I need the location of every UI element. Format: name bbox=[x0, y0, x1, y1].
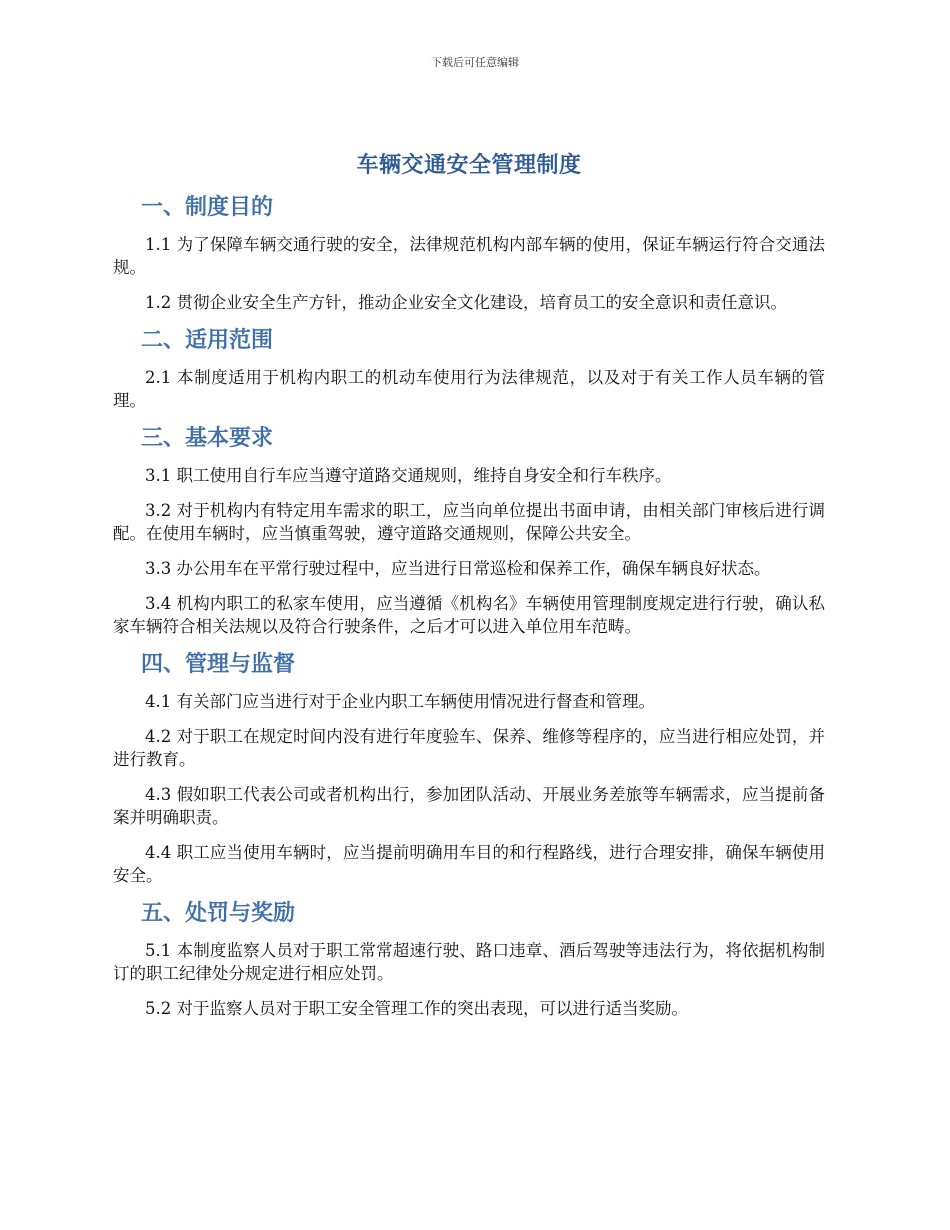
section-heading: 五、处罚与奖励 bbox=[141, 901, 296, 926]
paragraph: 3.1 职工使用自行车应当遵守道路交通规则，维持自身安全和行车秩序。 bbox=[145, 466, 672, 485]
section-heading: 二、适用范围 bbox=[141, 328, 274, 353]
document-title: 车辆交通安全管理制度 bbox=[356, 153, 582, 178]
section-basic-requirements bbox=[113, 424, 825, 638]
paragraph: 4.1 有关部门应当进行对于企业内职工车辆使用情况进行督查和管理。 bbox=[145, 692, 655, 711]
paragraph: 4.2 对于职工在规定时间内没有进行年度验车、保养、维修等程序的，应当进行相应处罚，并进行教育。 bbox=[113, 727, 825, 769]
section-penalty-reward bbox=[113, 899, 825, 1020]
paragraph: 3.3 办公用车在平常行驶过程中，应当进行日常巡检和保养工作，确保车辆良好状态。 bbox=[145, 559, 771, 578]
section-heading: 三、基本要求 bbox=[141, 426, 274, 451]
section-management bbox=[113, 650, 825, 887]
document-body bbox=[113, 148, 825, 1032]
paragraph: 4.4 职工应当使用车辆时，应当提前明确用车目的和行程路线，进行合理安排，确保车辆使用安全。 bbox=[113, 843, 825, 885]
paragraph: 3.2 对于机构内有特定用车需求的职工，应当向单位提出书面申请，由相关部门审核后进行调配。在使用车辆时，应当慎重驾驶，遵守道路交通规则，保障公共安全。 bbox=[113, 501, 825, 543]
paragraph: 5.2 对于监察人员对于职工安全管理工作的突出表现，可以进行适当奖励。 bbox=[145, 999, 688, 1018]
paragraph: 1.1 为了保障车辆交通行驶的安全，法律规范机构内部车辆的使用，保证车辆运行符合交通法规。 bbox=[113, 235, 825, 277]
paragraph: 3.4 机构内职工的私家车使用，应当遵循《机构名》车辆使用管理制度规定进行行驶，确认私家车辆符合相关法规以及符合行驶条件，之后才可以进入单位用车范畴。 bbox=[113, 594, 825, 636]
section-scope bbox=[113, 326, 825, 412]
section-heading: 一、制度目的 bbox=[141, 195, 274, 220]
paragraph: 4.3 假如职工代表公司或者机构出行，参加团队活动、开展业务差旅等车辆需求，应当提前备案并明确职责。 bbox=[113, 785, 825, 827]
section-heading: 四、管理与监督 bbox=[141, 652, 296, 677]
page-header-note: 下载后可任意编辑 bbox=[431, 56, 519, 69]
paragraph: 2.1 本制度适用于机构内职工的机动车使用行为法律规范，以及对于有关工作人员车辆的管理。 bbox=[113, 368, 825, 410]
paragraph: 1.2 贯彻企业安全生产方针，推动企业安全文化建设，培育员工的安全意识和责任意识。 bbox=[145, 293, 787, 312]
section-purpose bbox=[113, 193, 825, 314]
paragraph: 5.1 本制度监察人员对于职工常常超速行驶、路口违章、酒后驾驶等违法行为，将依据机构制订的职工纪律处分规定进行相应处罚。 bbox=[113, 941, 825, 983]
